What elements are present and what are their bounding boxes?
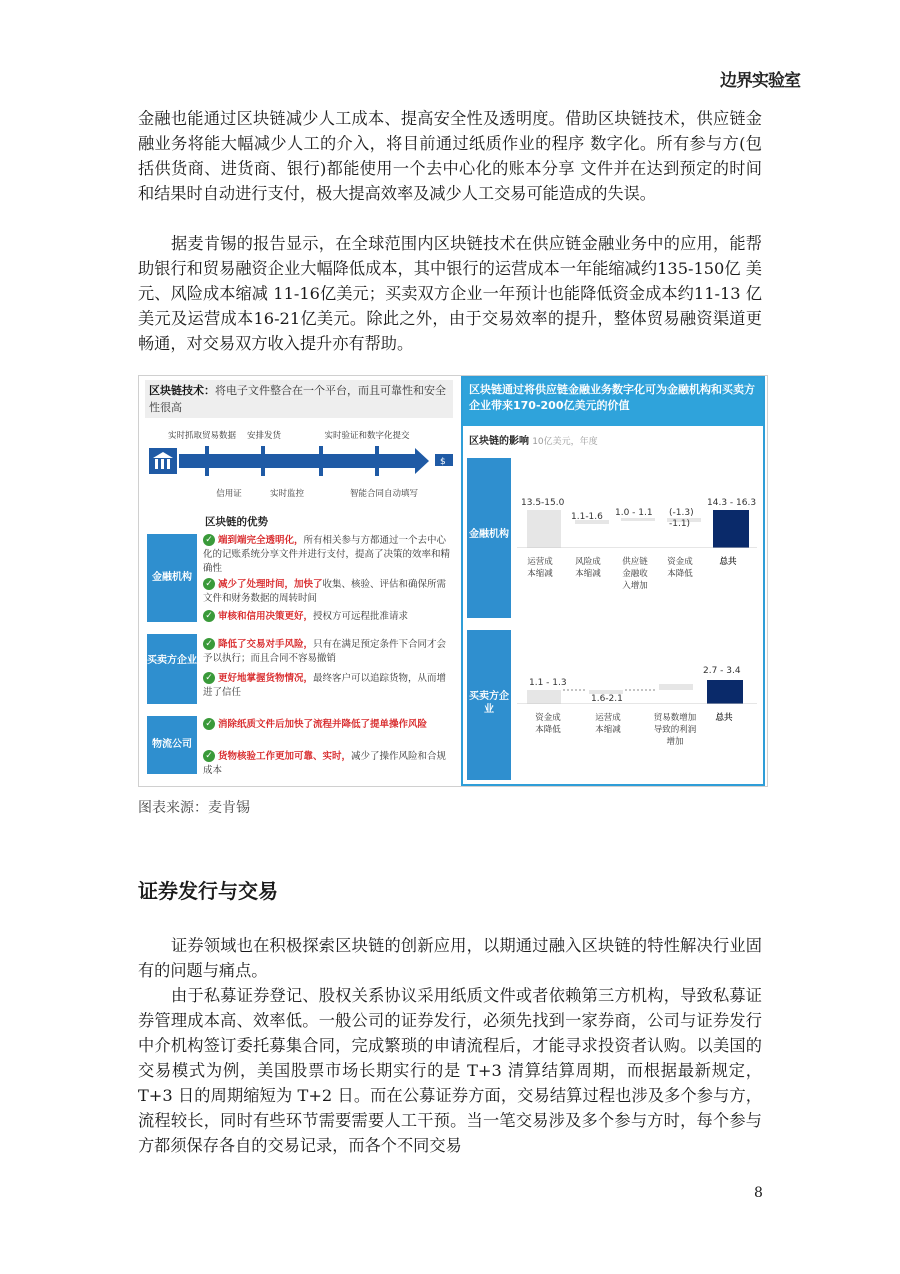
advantage-text: 只有在满足预定条件下合同才会予以执行；而且合同不容易撤销 — [203, 639, 447, 664]
intro-paragraph-2: 据麦肯锡的报告显示，在全球范围内区块链技术在供应链金融业务中的应用，能帮助银行和贸易融资企业大幅降低成本，其中银行的运营成本一年能缩减约135-150亿 美元、风险成本缩减 11-16亿美元；买卖双方企业一年预计也能降低资金成本约11-13 亿美元及运营成本16-21亿美元。除此之外，由于交易效率的提升，整体贸易融资渠道更畅通，对交易双方收入提升亦有帮助。 — [138, 234, 762, 353]
impact-unit: 10亿美元，年度 — [532, 437, 598, 447]
corp-cat-3: 贸易数增加导致的利润增加 — [653, 713, 697, 747]
advantage-finance-3 — [203, 610, 453, 624]
impact-title-line — [469, 432, 598, 447]
advantage-corp-1 — [203, 638, 453, 666]
advantage-corp-2 — [203, 672, 453, 700]
arrow-body — [179, 454, 415, 468]
bar-corp-trade — [659, 684, 693, 690]
bank-cat-4: 资金成本降低 — [667, 557, 693, 579]
bar-bank-total — [713, 510, 749, 548]
advantage-text: 所有相关参与方都通过一个去中心化的记账系统分享文件并进行支付，提高了决策的效率和精确性 — [203, 535, 451, 574]
check-icon: ✓ — [203, 750, 215, 762]
advantage-highlight: 货物核验工作更加可靠、实时， — [218, 751, 352, 762]
advantage-text: 收集、核验、评估和确保所需文件和财务数据的周转时间 — [203, 579, 447, 604]
bar-scf-revenue — [621, 518, 655, 521]
corp-cat-1: 资金成本降低 — [535, 713, 561, 735]
bank-row-label: 金融机构 — [467, 458, 511, 618]
impact-title: 区块链的影响 — [469, 436, 529, 447]
blockchain-tech-panel — [139, 376, 459, 786]
advantage-highlight: 更好地掌握货物情况， — [218, 673, 314, 684]
advantage-highlight: 减少了处理时间，加快了 — [218, 579, 323, 590]
check-icon: ✓ — [203, 610, 215, 622]
process-arrow-svg — [145, 444, 455, 478]
section-paragraph-1: 证券领域也在积极探索区块链的创新应用，以期通过融入区块链的特性解决行业固有的问题与痛点。 — [138, 936, 762, 980]
bank-cat-total: 总共 — [719, 557, 737, 567]
advantage-finance-1 — [203, 534, 453, 576]
flow-bottom-1: 信用证 — [216, 489, 242, 499]
advantage-highlight: 降低了交易对手风险， — [218, 639, 314, 650]
bank-value-1: 13.5-15.0 — [521, 498, 565, 508]
corp-cat-total: 总共 — [715, 713, 733, 723]
bank-cat-1: 运营成本缩减 — [527, 557, 553, 579]
flow-top-2: 安排发货 — [246, 431, 281, 441]
advantage-highlight: 端到端完全透明化， — [218, 535, 304, 546]
header-logo: 边界实验室 — [720, 71, 800, 91]
figure-source: 图表来源：麦肯锡 — [138, 800, 250, 816]
check-icon: ✓ — [203, 638, 215, 650]
impact-panel-header: 区块链通过将供应链金融业务数字化可为金融机构和买卖方企业带来170-200亿美元的价值 — [463, 378, 763, 426]
bank-cat-3: 供应链金融收入增加 — [622, 557, 648, 591]
bank-value-3: 1.0 - 1.1 — [615, 508, 653, 518]
svg-text:$: $ — [440, 457, 446, 467]
advantages-title: 区块链的优势 — [205, 516, 268, 528]
corp-value-1: 1.1 - 1.3 — [529, 678, 567, 688]
flow-bottom-3: 智能合同自动填写 — [349, 489, 418, 499]
bar-ops-cost — [527, 510, 561, 548]
advantage-text: 授权方可远程批准请求 — [313, 611, 409, 622]
advantage-highlight: 消除纸质文件后加快了流程并降低了提单操作风险 — [218, 719, 428, 730]
advantage-highlight: 审核和信用决策更好， — [218, 611, 314, 622]
bank-cat-2: 风险成本缩减 — [575, 557, 601, 579]
corp-value-total: 2.7 - 3.4 — [703, 666, 741, 676]
flow-bottom-2: 实时监控 — [269, 489, 304, 499]
check-icon: ✓ — [203, 718, 215, 730]
mckinsey-figure — [138, 375, 768, 787]
tech-title-bold: 区块链技术： — [149, 384, 215, 397]
advantage-text: 减少了操作风险和合规成本 — [203, 751, 447, 776]
check-icon: ✓ — [203, 578, 215, 590]
impact-panel — [461, 376, 765, 786]
advantage-finance-2 — [203, 578, 453, 606]
arrow-head — [415, 448, 429, 474]
process-arrow — [145, 444, 455, 478]
tech-panel-title — [145, 380, 453, 418]
bar-corp-capital — [527, 690, 561, 704]
advantage-logistics-2 — [203, 750, 453, 778]
bar-corp-total — [707, 680, 743, 704]
corp-row-label: 买卖方企业 — [467, 630, 511, 780]
bank-waterfall — [517, 488, 763, 548]
group-label-finance: 金融机构 — [147, 534, 197, 622]
intro-paragraph-1: 金融也能通过区块链减少人工成本、提高安全性及透明度。借助区块链技术，供应链金融业务将能大幅减少人工的介入，将目前通过纸质作业的程序 数字化。所有参与方(包括供货商、进货商、银行)都能使用一个去中心化的账本分享 文件并在达到预定的时间和结果时自动进行支付，极大提高效率及减少人工交易可能造成的失误。 — [138, 109, 762, 203]
advantage-logistics-1 — [203, 718, 453, 732]
advantage-text: 最终客户可以追踪货物，从而增进了信任 — [203, 673, 447, 698]
check-icon: ✓ — [203, 672, 215, 684]
bank-value-total: 14.3 - 16.3 — [707, 498, 757, 508]
page-number: 8 — [754, 1185, 763, 1201]
group-label-logistics: 物流公司 — [147, 716, 197, 774]
corp-value-2: 1.6-2.1 — [591, 694, 623, 704]
check-icon: ✓ — [203, 534, 215, 546]
bank-waterfall-svg — [517, 488, 763, 548]
corp-cat-2: 运营成本缩减 — [595, 713, 621, 735]
bank-value-4: (-1.3) -1.1) — [669, 508, 694, 529]
tech-title-rest: 将电子文件整合在一个平台，而且可靠性和安全性很高 — [149, 384, 446, 414]
flow-top-3: 实时验证和数字化提交 — [324, 431, 410, 441]
flow-top-1: 实时抓取贸易数据 — [167, 431, 236, 441]
section-title: 证券发行与交易 — [138, 879, 278, 903]
group-label-corporate: 买卖方企业 — [147, 634, 197, 704]
bank-value-2: 1.1-1.6 — [571, 512, 603, 522]
section-paragraph-2: 由于私募证券登记、股权关系协议采用纸质文件或者依赖第三方机构，导致私募证券管理成本高、效率低。一般公司的证券发行，必须先找到一家券商，公司与证券发行中介机构签订委托募集合同，完成繁琐的申请流程后，才能寻求投资者认购。以美国的交易模式为例，美国股票市场长期实行的是 T+3 清算结算周期，而根据最新规定，T+3 日的周期缩短为 T+2 日。而在公募证券方面，交易结算过程也涉及多个参与方，流程较长，同时有些环节需要需要人工干预。当一笔交易涉及多个参与方时，每个参与方都须保存各自的交易记录，而各个不同交易 — [138, 986, 762, 1155]
